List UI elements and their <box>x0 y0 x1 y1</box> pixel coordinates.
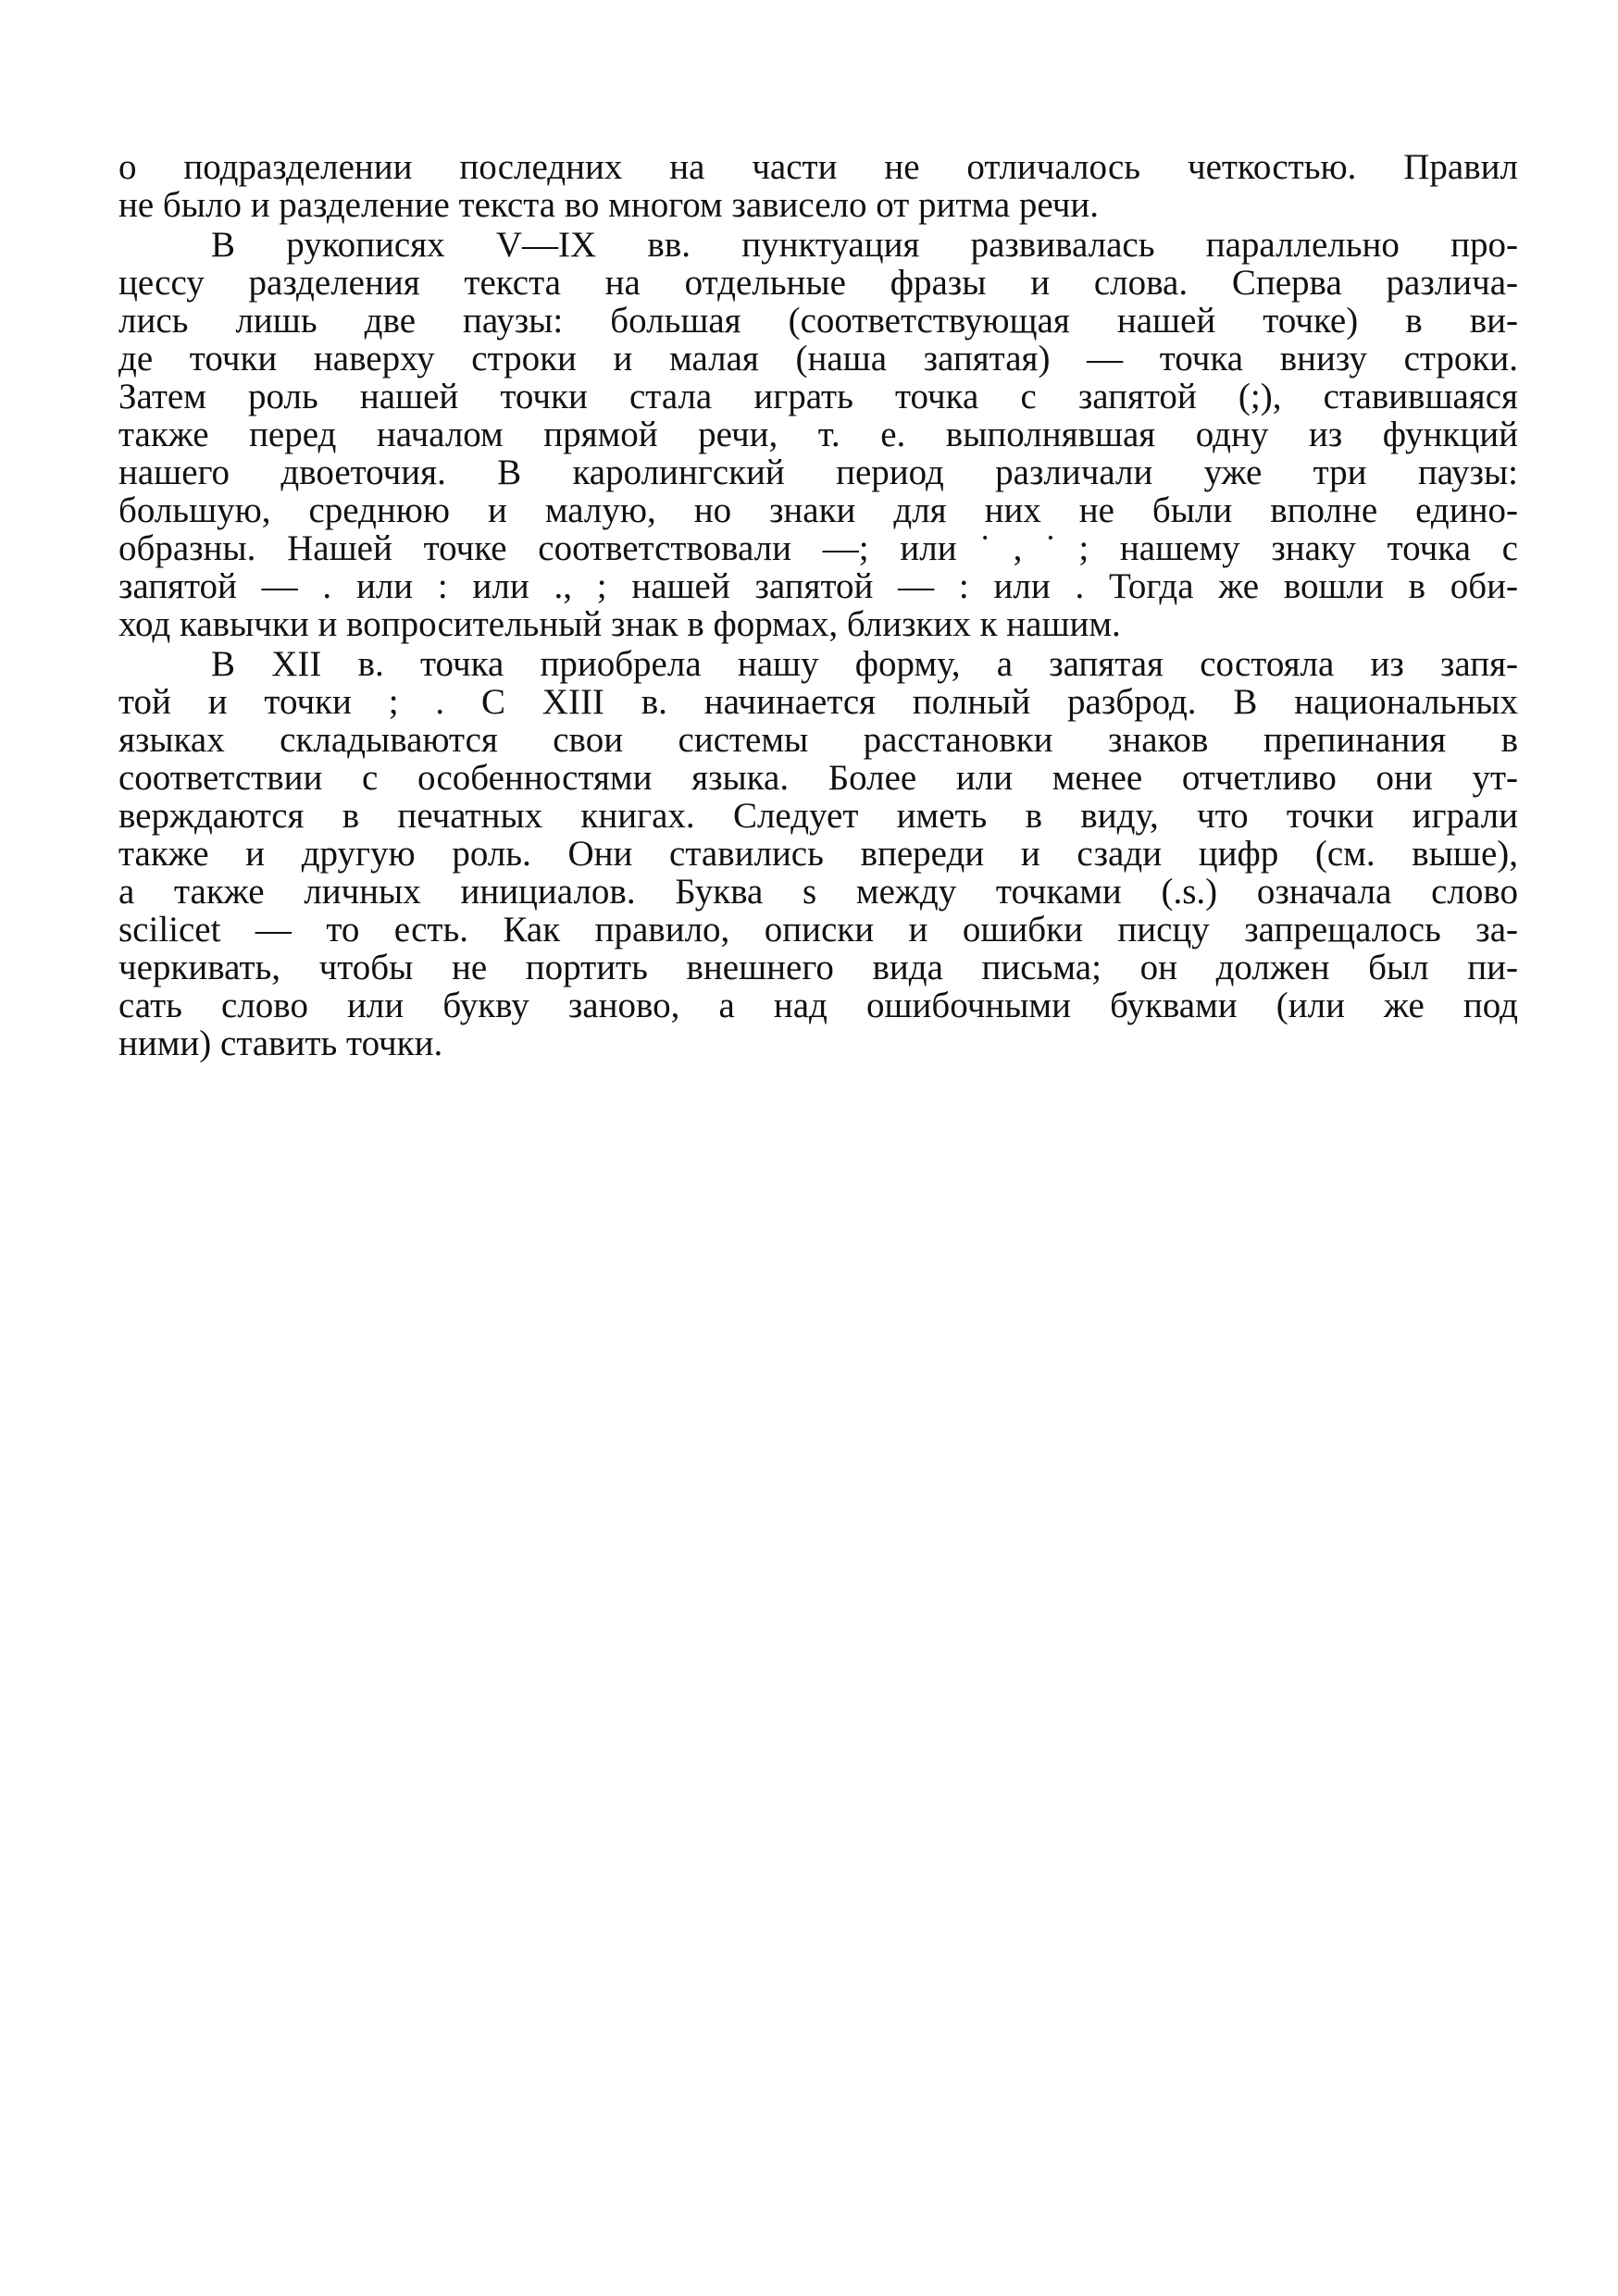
text-line: не было и разделение текста во многом зависело от ритма речи. <box>118 185 1099 225</box>
text-line: той и точки ; . С XIII в. начинается полный разброд. В национальных <box>118 682 1518 722</box>
text-line: языках складываются свои системы расстановки знаков препинания в <box>118 720 1518 760</box>
text-line: также перед началом прямой речи, т. е. выполнявшая одну из функций <box>118 415 1518 454</box>
text-line: В XII в. точка приобрела нашу форму, а запятая состояла из запя- <box>211 644 1518 684</box>
text-line: соответствии с особенностями языка. Более или менее отчетливо они ут- <box>118 758 1518 798</box>
paragraph-1 <box>118 148 1518 224</box>
text-line: scilicet — то есть. Как правило, описки и ошибки писцу запрещалось за- <box>118 910 1518 949</box>
text-line: лись лишь две паузы: большая (соответствующая нашей точке) в ви- <box>118 301 1518 341</box>
text-line: о подразделении последних на части не отличалось четкостью. Правил <box>118 147 1518 187</box>
text-line: Затем роль нашей точки стала играть точка с запятой (;), ставившаяся <box>118 377 1518 416</box>
text-line: черкивать, чтобы не портить внешнего вида письма; он должен был пи- <box>118 948 1518 987</box>
text-line: ход кавычки и вопросительный знак в формах, близких к нашим. <box>118 604 1121 644</box>
paragraph-2 <box>118 226 1518 643</box>
text-line: де точки наверху строки и малая (наша запятая) — точка внизу строки. <box>118 339 1518 379</box>
text-line: цессу разделения текста на отдельные фразы и слова. Сперва различа- <box>118 263 1518 303</box>
document-page <box>118 148 1518 1064</box>
text-line: верждаются в печатных книгах. Следует иметь в виду, что точки играли <box>118 796 1518 836</box>
text-line: большую, среднюю и малую, но знаки для них не были вполне едино- <box>118 490 1518 530</box>
text-line: а также личных инициалов. Буква s между точками (.s.) означала слово <box>118 872 1518 912</box>
text-line: образны. Нашей точке соответствовали —; или˙,˙; нашему знаку точка с <box>118 528 1518 568</box>
paragraph-3 <box>118 645 1518 1062</box>
text-line: В рукописях V—IX вв. пунктуация развивалась параллельно про- <box>211 225 1518 265</box>
text-line: запятой — . или : или ., ; нашей запятой — : или . Тогда же вошли в оби- <box>118 566 1518 606</box>
text-line: ними) ставить точки. <box>118 1024 443 1063</box>
text-line: нашего двоеточия. В каролингский период различали уже три паузы: <box>118 453 1518 492</box>
text-line: также и другую роль. Они ставились впереди и сзади цифр (см. выше), <box>118 834 1518 874</box>
text-line: сать слово или букву заново, а над ошибочными буквами (или же под <box>118 986 1518 1025</box>
